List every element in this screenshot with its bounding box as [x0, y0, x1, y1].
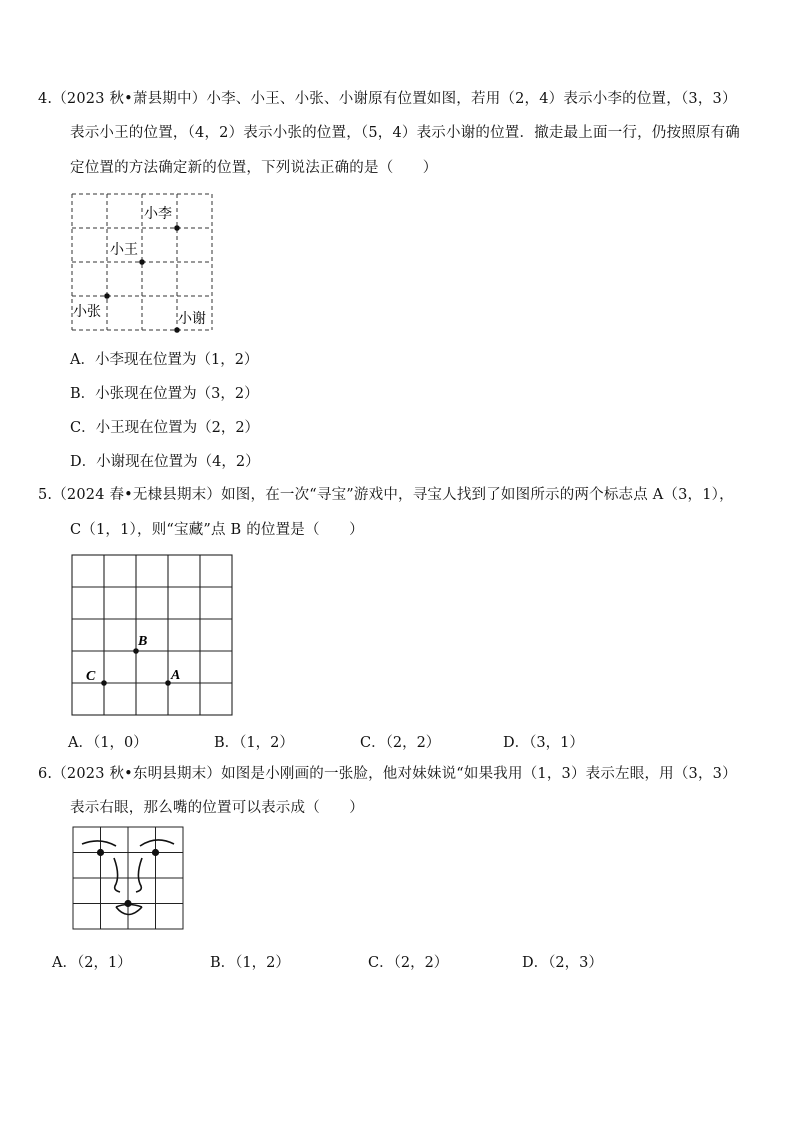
point-b — [133, 648, 139, 654]
q5-option-a[interactable]: A．（1，0） — [68, 735, 148, 751]
label-a: A — [171, 668, 181, 683]
nose-right — [136, 858, 142, 892]
label-xiaoxie: 小谢 — [178, 311, 206, 327]
label-c: C — [86, 669, 96, 684]
q4-stem-line2: 表示小王的位置，（4，2）表示小张的位置，（5，4）表示小谢的位置．撤走最上面一行，仍按照原有确 — [70, 125, 740, 141]
q4-option-a[interactable]: A．小李现在位置为（1，2） — [70, 352, 259, 368]
left-eyebrow — [82, 841, 116, 846]
q6-option-d[interactable]: D．（2，3） — [522, 955, 603, 971]
point-c — [101, 680, 107, 686]
label-b: B — [138, 634, 148, 649]
label-xiaowang: 小王 — [110, 242, 138, 258]
q4-option-d[interactable]: D．小谢现在位置为（4，2） — [70, 454, 260, 470]
right-eye — [152, 849, 159, 856]
q4-option-c[interactable]: C．小王现在位置为（2，2） — [70, 420, 260, 436]
mouth — [116, 907, 142, 915]
q5-option-b[interactable]: B．（1，2） — [214, 735, 294, 751]
left-eye — [97, 849, 104, 856]
point-xiaowang — [139, 259, 145, 265]
point-xiaozhang — [104, 293, 110, 299]
mouth-point — [124, 900, 131, 907]
point-xiaoli — [174, 225, 180, 231]
q4-stem-line1: 4.（2023 秋•萧县期中）小李、小王、小张、小谢原有位置如图，若用（2，4）表示小李的位置，（3，3） — [38, 91, 737, 107]
q4-position-grid — [70, 192, 216, 334]
q4-option-b[interactable]: B．小张现在位置为（3，2） — [70, 386, 259, 402]
q5-option-c[interactable]: C．（2，2） — [360, 735, 441, 751]
q6-stem-line1: 6.（2023 秋•东明县期末）如图是小刚画的一张脸，他对妹妹说“如果我用（1，3）表示左眼，用（3，3） — [38, 766, 737, 782]
q5-stem-line1: 5.（2024 春•无棣县期末）如图，在一次“寻宝”游戏中，寻宝人找到了如图所示的两个标志点 A（3，1）， — [38, 487, 734, 503]
q4-stem-line3: 定位置的方法确定新的位置，下列说法正确的是（ ） — [70, 160, 438, 176]
q5-treasure-grid — [70, 553, 236, 719]
right-eyebrow — [140, 840, 174, 846]
q6-option-c[interactable]: C．（2，2） — [368, 955, 449, 971]
q5-option-d[interactable]: D．（3，1） — [503, 735, 584, 751]
q6-stem-line2: 表示右眼，那么嘴的位置可以表示成（ ） — [70, 800, 364, 816]
point-xiaoxie — [174, 327, 180, 333]
q6-option-a[interactable]: A．（2，1） — [52, 955, 132, 971]
q5-stem-line2: C（1，1），则“宝藏”点 B 的位置是（ ） — [70, 522, 364, 538]
label-xiaozhang: 小张 — [73, 304, 101, 320]
point-a — [165, 680, 171, 686]
q6-option-b[interactable]: B．（1，2） — [210, 955, 290, 971]
q6-face-grid — [70, 824, 186, 932]
nose-left — [114, 858, 120, 892]
label-xiaoli: 小李 — [144, 206, 172, 222]
